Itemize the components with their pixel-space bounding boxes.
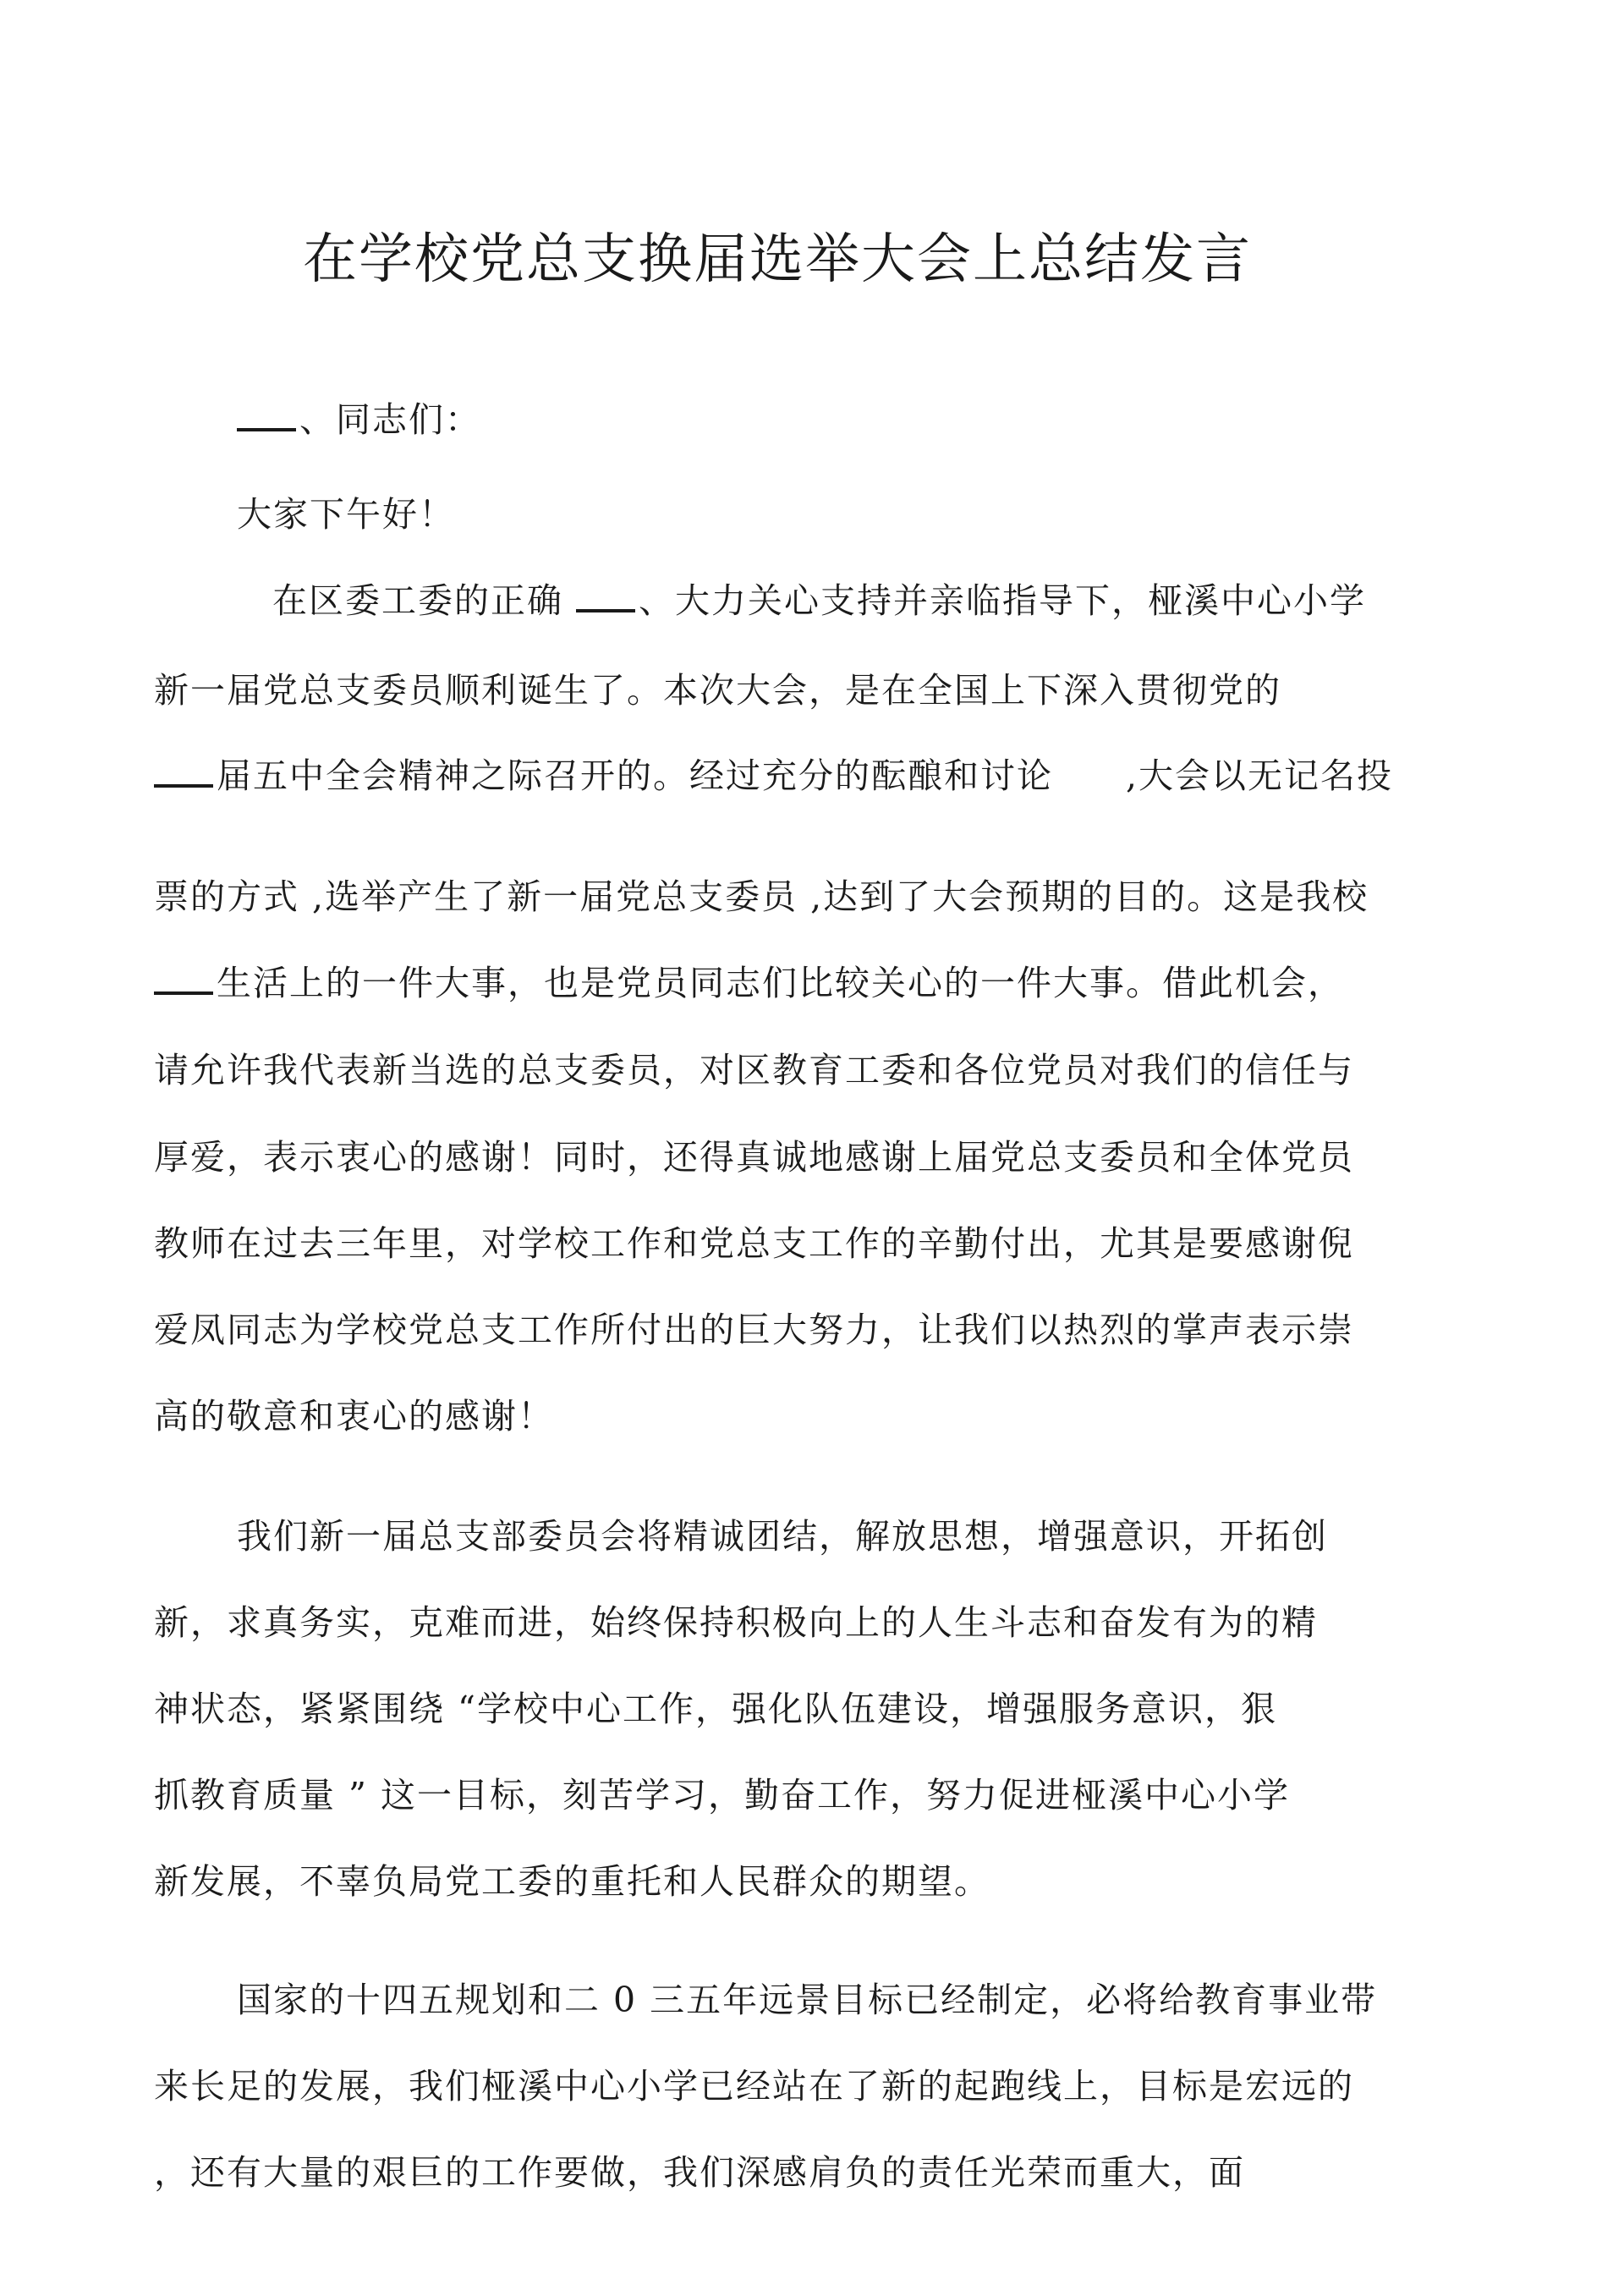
fill-in-blank — [154, 750, 213, 788]
paragraph-2-line-2: 新，求真务实，克难而进，始终保持积极向上的人生斗志和奋发有为的精 — [154, 1602, 1318, 1643]
paragraph-1-line-2: 新一届党总支委员顺利诞生了。本次大会，是在全国上下深入贯彻党的 — [154, 670, 1281, 711]
fill-in-blank — [576, 575, 635, 612]
paragraph-1-line-8: 教师在过去三年里，对学校工作和党总支工作的辛勤付出，尤其是要感谢倪 — [154, 1223, 1354, 1264]
greeting-line: 大家下午好！ — [237, 494, 455, 535]
paragraph-1-line-3-text: 届五中全会精神之际召开的。经过充分的酝酿和讨论 ,大会以无记名投 — [217, 755, 1394, 796]
paragraph-1-line-5-text: 生活上的一件大事，也是党员同志们比较关心的一件大事。借此机会， — [217, 963, 1344, 1003]
paragraph-3-line-3: ，还有大量的艰巨的工作要做，我们深感肩负的责任光荣而重大，面 — [154, 2152, 1245, 2193]
paragraph-3-line-1: 国家的十四五规划和二 0 三五年远景目标已经制定，必将给教育事业带 — [237, 1980, 1378, 2020]
paragraph-3-line-2: 来长足的发展，我们桠溪中心小学已经站在了新的起跑线上，目标是宏远的 — [154, 2066, 1354, 2106]
fill-in-blank — [237, 394, 296, 431]
paragraph-2-line-1: 我们新一届总支部委员会将精诚团结，解放思想，增强意识，开拓创 — [237, 1516, 1328, 1557]
paragraph-2-line-3: 神状态，紧紧围绕 “学校中心工作，强化队伍建设，增强服务意识，狠 — [154, 1689, 1277, 1729]
paragraph-1-line-6: 请允许我代表新当选的总支委员，对区教育工委和各位党员对我们的信任与 — [154, 1050, 1354, 1090]
paragraph-1-line-5 — [154, 958, 1344, 1008]
paragraph-2-line-5: 新发展，不辜负局党工委的重托和人民群众的期望。 — [154, 1861, 990, 1902]
paragraph-1-line-9: 爱凤同志为学校党总支工作所付出的巨大努力，让我们以热烈的掌声表示崇 — [154, 1310, 1354, 1350]
paragraph-1-line-10: 高的敬意和衷心的感谢！ — [154, 1396, 554, 1436]
fill-in-blank — [154, 958, 213, 995]
paragraph-1-line-3 — [154, 750, 1393, 801]
paragraph-1-line-1-start: 在区委工委的正确 — [272, 580, 563, 621]
paragraph-1-line-7: 厚爱，表示衷心的感谢！同时，还得真诚地感谢上届党总支委员和全体党员 — [154, 1137, 1354, 1178]
document-title: 在学校党总支换届选举大会上总结发言 — [303, 228, 1252, 291]
salutation-line — [237, 394, 481, 445]
paragraph-2-line-4: 抓教育质量 ” 这一目标，刻苦学习，勤奋工作，努力促进桠溪中心小学 — [154, 1775, 1291, 1815]
paragraph-1-line-4: 票的方式 ,选举产生了新一届党总支委员 ,达到了大会预期的目的。这是我校 — [154, 876, 1369, 917]
paragraph-1-line-1-end: 、大力关心支持并亲临指导下，桠溪中心小学 — [639, 580, 1367, 621]
paragraph-1-line-1 — [272, 575, 1366, 626]
salutation-text: 、同志们： — [299, 399, 481, 440]
